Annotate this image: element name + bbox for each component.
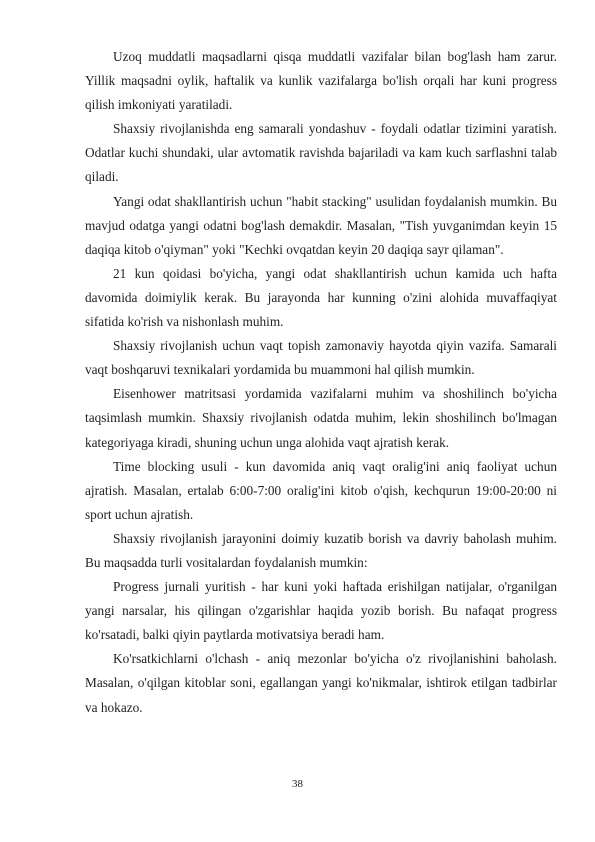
page-number: 38 bbox=[292, 778, 303, 790]
paragraph-metrics: Ko'rsatkichlarni o'lchash - aniq mezonlar bo'yicha o'z rivojlanishini baholash. Masalan, o'qilgan kitoblar soni, egallangan yangi ko'nikmalar, ishtirok etilgan tadbirlar va hokazo. bbox=[85, 651, 557, 715]
paragraph-habit-stacking: Yangi odat shakllantirish uchun "habit stacking" usulidan foydalanish mumkin. Bu mavjud odatga yangi odatni bog'lash demakdir. Masalan, "Tish yuvganimdan keyin 15 daqiqa kitob o'qiyman" yoki "Kechki ovqatdan keyin 20 daqiqa sayr qilaman". bbox=[85, 193, 557, 257]
paragraph-habit-system: Shaxsiy rivojlanishda eng samarali yondashuv - foydali odatlar tizimini yaratish. Odatlar kuchi shundaki, ular avtomatik ravishda bajariladi va kam kuch sarflashni talab qiladi. bbox=[85, 121, 557, 185]
paragraph-eisenhower-matrix: Eisenhower matritsasi yordamida vazifalarni muhim va shoshilinch bo'yicha taqsimlash mumkin. Shaxsiy rivojlanish odatda muhim, lekin shoshilinch bo'lmagan kategoriyaga kiradi, shuning uchun unga alohida vaqt ajratish kerak. bbox=[85, 386, 557, 450]
paragraph-time-blocking: Time blocking usuli - kun davomida aniq vaqt oralig'ini aniq faoliyat uchun ajratish. Masalan, ertalab 6:00-7:00 oralig'ini kitob o'qish, kechqurun 19:00-20:00 ni sport uchun ajratish. bbox=[85, 458, 557, 522]
paragraph-long-short-term-goals: Uzoq muddatli maqsadlarni qisqa muddatli vazifalar bilan bog'lash ham zarur. Yillik maqsadni oylik, haftalik va kunlik vazifalarga bo'lish orqali har kuni progress qilish imkoniyati yaratiladi. bbox=[85, 49, 557, 113]
paragraph-progress-journal: Progress jurnali yuritish - har kuni yoki haftada erishilgan natijalar, o'rganilgan yangi narsalar, his qilingan o'zgarishlar haqida yozib borish. Bu nafaqat progress ko'rsatadi, balki qiyin paytlarda motivatsiya beradi ham. bbox=[85, 579, 557, 643]
paragraph-progress-tracking: Shaxsiy rivojlanish jarayonini doimiy kuzatib borish va davriy baholash muhim. Bu maqsadda turli vositalardan foydalanish mumkin: bbox=[85, 530, 557, 570]
document-body bbox=[85, 45, 557, 720]
paragraph-21-day-rule: 21 kun qoidasi bo'yicha, yangi odat shakllantirish uchun kamida uch hafta davomida doimiylik kerak. Bu jarayonda har kunning o'zini alohida muvaffaqiyat sifatida ko'rish va nishonlash muhim. bbox=[85, 265, 557, 330]
paragraph-time-finding: Shaxsiy rivojlanish uchun vaqt topish zamonaviy hayotda qiyin vazifa. Samarali vaqt boshqaruvi texnikalari yordamida bu muammoni hal qilish mumkin. bbox=[85, 338, 557, 378]
